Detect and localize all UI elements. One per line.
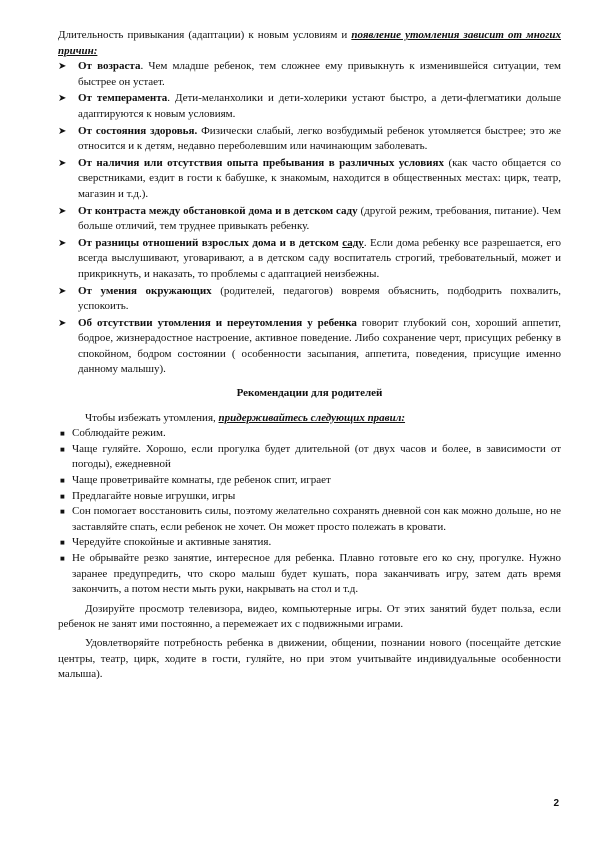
list-item: ➤ От состояния здоровья. Физически слабый, легко возбудимый ребенок утомляется быстрее; это же относится и к детям, недавно переболевшим или начинающим заболевать.: [58, 124, 561, 153]
square-bullet-icon: ■: [60, 429, 65, 439]
square-bullet-icon: ■: [60, 476, 65, 486]
arrowhead-bullet-icon: ➤: [58, 125, 67, 137]
list-item: ➤ От наличия или отсутствия опыта пребывания в различных условиях (как часто общается со сверстниками, ездит в гости к бабушке, к знакомым, находится в общественных местах: цирк, театр, магазин и т.д.).: [58, 156, 562, 200]
lead-emphasis: придерживайтесь следующих правил:: [218, 411, 406, 424]
arrowhead-bullet-icon: ➤: [58, 237, 67, 249]
intro-paragraph: [58, 28, 561, 59]
square-bullet-icon: ■: [60, 491, 65, 501]
list-item: ■ Чаще гуляйте. Хорошо, если прогулка будет длительной (от двух часов и более, в зависимости от погоды), ежедневной: [60, 442, 561, 471]
intro-text: Длительность привыкания (адаптации) к новым условиям и: [58, 29, 352, 41]
square-bullet-icon: ■: [60, 538, 65, 548]
list-item: ■ Сон помогает восстановить силы, поэтому желательно сохранять дневной сон как можно дольше, но не заставляйте спать, если ребенок не хочет. Он может просто полежать в кровати.: [60, 505, 561, 533]
list-item: ➤ От разницы отношений взрослых дома и в детском саду. Если дома ребенку все разрешается, его всегда выслушивают, уговаривают, а в детском саду воспитатель строгий, требовательный, может и прикрикнуть, и наказать, то проблемы с адаптацией неизбежны.: [58, 236, 561, 280]
square-bullet-icon: ■: [60, 554, 65, 563]
document-page: [58, 28, 561, 683]
list-item: ➤ От возраста. Чем младше ребенок, тем сложнее ему привыкнуть к изменившейся ситуации, тем быстрее он устает.: [58, 60, 561, 88]
list-item: ■ Чаще проветривайте комнаты, где ребенок спит, играет: [58, 473, 561, 489]
list-item: ➤ От темперамента. Дети-меланхолики и дети-холерики устают быстро, а дети-флегматики дольше адаптируются к новым условиям.: [58, 92, 561, 120]
arrowhead-bullet-icon: ➤: [58, 205, 67, 217]
list-item: ➤ От контраста между обстановкой дома и в детском саду (другой режим, требования, питание). Чем больше отличий, тем труднее привыкать ребенку.: [58, 204, 561, 233]
list-item: ■ Предлагайте новые игрушки, игры: [58, 489, 561, 505]
list-item: ■ Чередуйте спокойные и активные занятия.: [58, 535, 561, 551]
page-number: 2: [553, 798, 559, 809]
paragraph-activity: Удовлетворяйте потребность ребенка в движении, общении, познании нового (посещайте детские центры, театр, цирк, ходите в гости, гуляйте, но при этом учитывайте индивидуальные особенности малыша).: [58, 636, 561, 681]
list-item: ➤ От умения окружающих (родителей, педагогов) вовремя объяснить, подбодрить похвалить, успокоить.: [58, 284, 561, 313]
square-bullet-icon: ■: [60, 444, 65, 454]
arrowhead-bullet-icon: ➤: [58, 317, 67, 329]
recommendations-lead: Чтобы избежать утомления, придерживайтесь следующих правил:: [85, 411, 406, 424]
rules-list: [58, 426, 561, 598]
intro-emphasis: появление утомления зависит от многих причин:: [58, 29, 561, 57]
arrowhead-bullet-icon: ➤: [58, 61, 67, 73]
factors-list: [58, 59, 561, 378]
square-bullet-icon: ■: [60, 507, 65, 517]
list-item: ■ Соблюдайте режим.: [58, 426, 561, 442]
arrowhead-bullet-icon: ➤: [58, 285, 67, 297]
section-title: Рекомендации для родителей: [236, 387, 383, 400]
arrowhead-bullet-icon: ➤: [58, 93, 67, 105]
arrowhead-bullet-icon: ➤: [58, 157, 67, 169]
list-item: ➤ Об отсутствии утомления и переутомления у ребенка говорит глубокий сон, хороший аппетит, бодрое, жизнерадостное настроение, активное поведение. Либо сохранение черт, присущих ребенку в спокойном, бодром состоянии ( особенности засыпания, аппетита, поведения, присущие именно данному малышу).: [58, 316, 561, 376]
paragraph-media: Дозируйте просмотр телевизора, видео, компьютерные игры. От этих занятий будет польза, если ребенок не занят ими постоянно, а перемежает их с подвижными играми.: [58, 602, 561, 631]
list-item: ■ Не обрывайте резко занятие, интересное для ребенка. Плавно готовьте его ко сну, прогулке. Нужно заранее предупредить, что скоро малыш будет кушать, пора заканчивать игру, затем дать время закончить, а потом нести мыть руки, накрывать на стол и т.д.: [60, 552, 561, 596]
